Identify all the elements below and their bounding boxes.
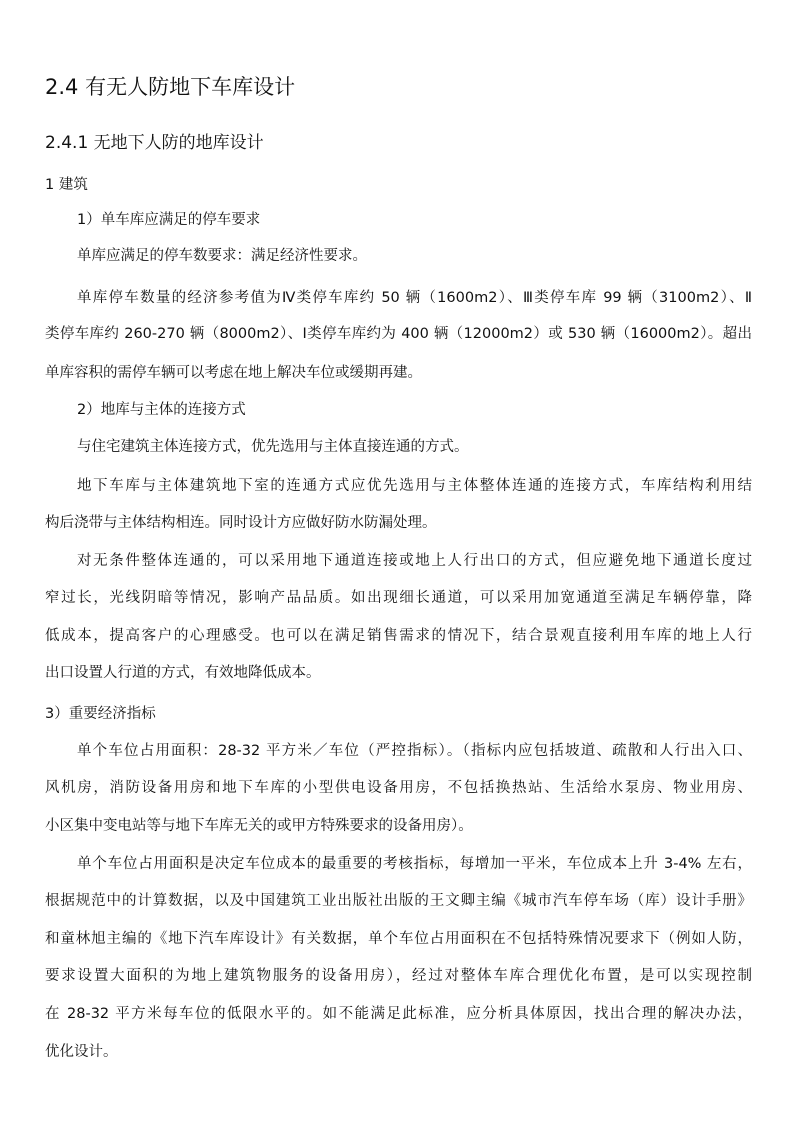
- paragraph-line: 单个车位占用面积是决定车位成本的最重要的考核指标，每增加一平米，车位成本上升 3-4% 左右，: [77, 856, 752, 872]
- paragraph-line: 对无条件整体连通的，可以采用地下通道连接或地上人行出口的方式，但应避免地下通道长度过: [77, 553, 752, 569]
- paragraph-line: 类停车库约 260-270 辆（8000m2）、Ⅰ类停车库约为 400 辆（12000m2）或 530 辆（16000m2）。超出: [45, 326, 752, 342]
- paragraph-line: 小区集中变电站等与地下车库无关的或甲方特殊要求的设备用房）。: [45, 818, 473, 834]
- paragraph-line: 2）地库与主体的连接方式: [77, 402, 246, 418]
- paragraph-line: 与住宅建筑主体连接方式，优先选用与主体直接连通的方式。: [77, 439, 469, 455]
- paragraph-line: 单库容积的需停车辆可以考虑在地上解决车位或缓期再建。: [45, 365, 422, 381]
- paragraph-line: 窄过长，光线阴暗等情况，影响产品品质。如出现细长通道，可以采用加宽通道至满足车辆停靠，降: [45, 590, 752, 606]
- paragraph-line: 1 建筑: [45, 177, 88, 193]
- paragraph-line: 单库停车数量的经济参考值为Ⅳ类停车库约 50 辆（1600m2）、Ⅲ类停车库 99 辆（3100m2）、Ⅱ: [77, 290, 752, 306]
- paragraph-line: 单个车位占用面积：28-32 平方米／车位（严控指标）。（指标内应包括坡道、疏散和人行出入口、: [77, 743, 752, 759]
- paragraph-line: 单库应满足的停车数要求：满足经济性要求。: [77, 248, 367, 264]
- paragraph-line: 1）单车库应满足的停车要求: [77, 212, 261, 228]
- paragraph-line: 出口设置人行道的方式，有效地降低成本。: [45, 665, 321, 681]
- paragraph-line: 构后浇带与主体结构相连。同时设计方应做好防水防漏处理。: [45, 515, 437, 531]
- paragraph-line: 和童林旭主编的《地下汽车库设计》有关数据，单个车位占用面积在不包括特殊情况要求下（例如人防，: [45, 931, 752, 947]
- paragraph-line: 低成本，提高客户的心理感受。也可以在满足销售需求的情况下，结合景观直接利用车库的地上人行: [45, 628, 752, 644]
- paragraph-line: 要求设置大面积的为地上建筑物服务的设备用房），经过对整体车库合理优化布置，是可以实现控制: [45, 968, 752, 984]
- paragraph-line: 根据规范中的计算数据，以及中国建筑工业出版社出版的王文卿主编《城市汽车停车场（库）设计手册》: [45, 893, 752, 909]
- paragraph-line: 在 28-32 平方米每车位的低限水平的。如不能满足此标准，应分析具体原因，找出合理的解决办法，: [45, 1006, 752, 1022]
- paragraph-line: 3）重要经济指标: [45, 706, 156, 722]
- paragraph-line: 优化设计。: [45, 1044, 118, 1060]
- subsection-heading: 2.4.1 无地下人防的地库设计: [45, 133, 264, 153]
- paragraph-line: 风机房，消防设备用房和地下车库的小型供电设备用房，不包括换热站、生活给水泵房、物业用房、: [45, 780, 752, 796]
- section-heading: 2.4 有无人防地下车库设计: [45, 75, 296, 99]
- paragraph-line: 地下车库与主体建筑地下室的连通方式应优先选用与主体整体连通的连接方式，车库结构利用结: [77, 478, 752, 494]
